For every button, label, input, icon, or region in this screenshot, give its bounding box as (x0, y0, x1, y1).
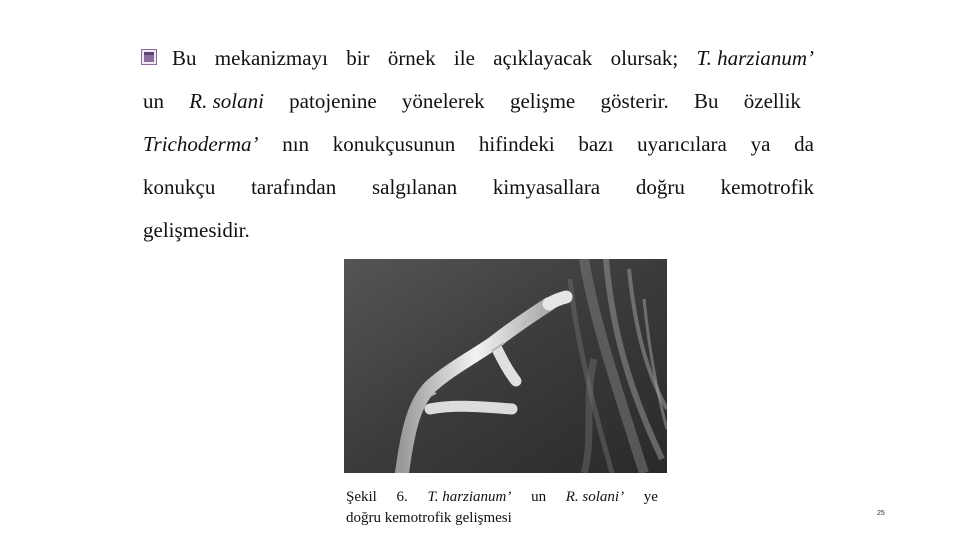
word: salgılanan (371, 175, 458, 199)
word: Şekil (346, 489, 377, 505)
caption-line-2: doğru kemotrofik gelişmesi (346, 510, 512, 526)
word: yönelerek (401, 89, 485, 113)
word: patojenine (289, 89, 377, 113)
word: Bu (694, 89, 719, 113)
species-name: R. solani’ (565, 489, 625, 505)
paragraph-line-5 (143, 218, 814, 242)
word: un (143, 89, 164, 113)
word: konukçusunun (332, 132, 456, 156)
word: bir (346, 46, 370, 70)
species-name: T. harzianum’ (696, 46, 814, 70)
word: kimyasallara (492, 175, 601, 199)
word: olursak; (610, 46, 679, 70)
word: doğru (635, 175, 685, 199)
word: ye (643, 489, 658, 505)
word: hifindeki (478, 132, 555, 156)
word: gelişmesidir. (143, 218, 250, 242)
hyphae-illustration (344, 259, 667, 473)
word: nın (282, 132, 310, 156)
caption-line-1 (346, 487, 658, 508)
word: gelişme (509, 89, 576, 113)
micrograph-image (344, 259, 667, 473)
word: mekanizmayı (214, 46, 328, 70)
word: açıklayacak (493, 46, 593, 70)
genus-name: Trichoderma’ (143, 132, 259, 156)
word: 6. (396, 489, 408, 505)
word: ya (750, 132, 771, 156)
word: özellik (743, 89, 801, 113)
paragraph-line-4 (143, 175, 814, 199)
word: tarafından (251, 175, 337, 199)
word: un (531, 489, 547, 505)
species-name: R. solani (189, 89, 264, 113)
paragraph-line-3 (143, 132, 814, 156)
square-bullet-icon (141, 49, 157, 65)
word: Bu (172, 46, 197, 70)
page-number: 25 (877, 510, 885, 517)
word: bazı (578, 132, 614, 156)
paragraph-line-2 (143, 89, 801, 113)
word: gösterir. (600, 89, 669, 113)
paragraph-line-1 (172, 46, 814, 70)
word: örnek (387, 46, 436, 70)
word: uyarıcılara (637, 132, 727, 156)
word: ile (453, 46, 475, 70)
figure-caption (346, 487, 658, 529)
species-name: T. harzianum’ (427, 489, 512, 505)
word: konukçu (143, 175, 216, 199)
word: kemotrofik (720, 175, 814, 199)
word: da (794, 132, 814, 156)
